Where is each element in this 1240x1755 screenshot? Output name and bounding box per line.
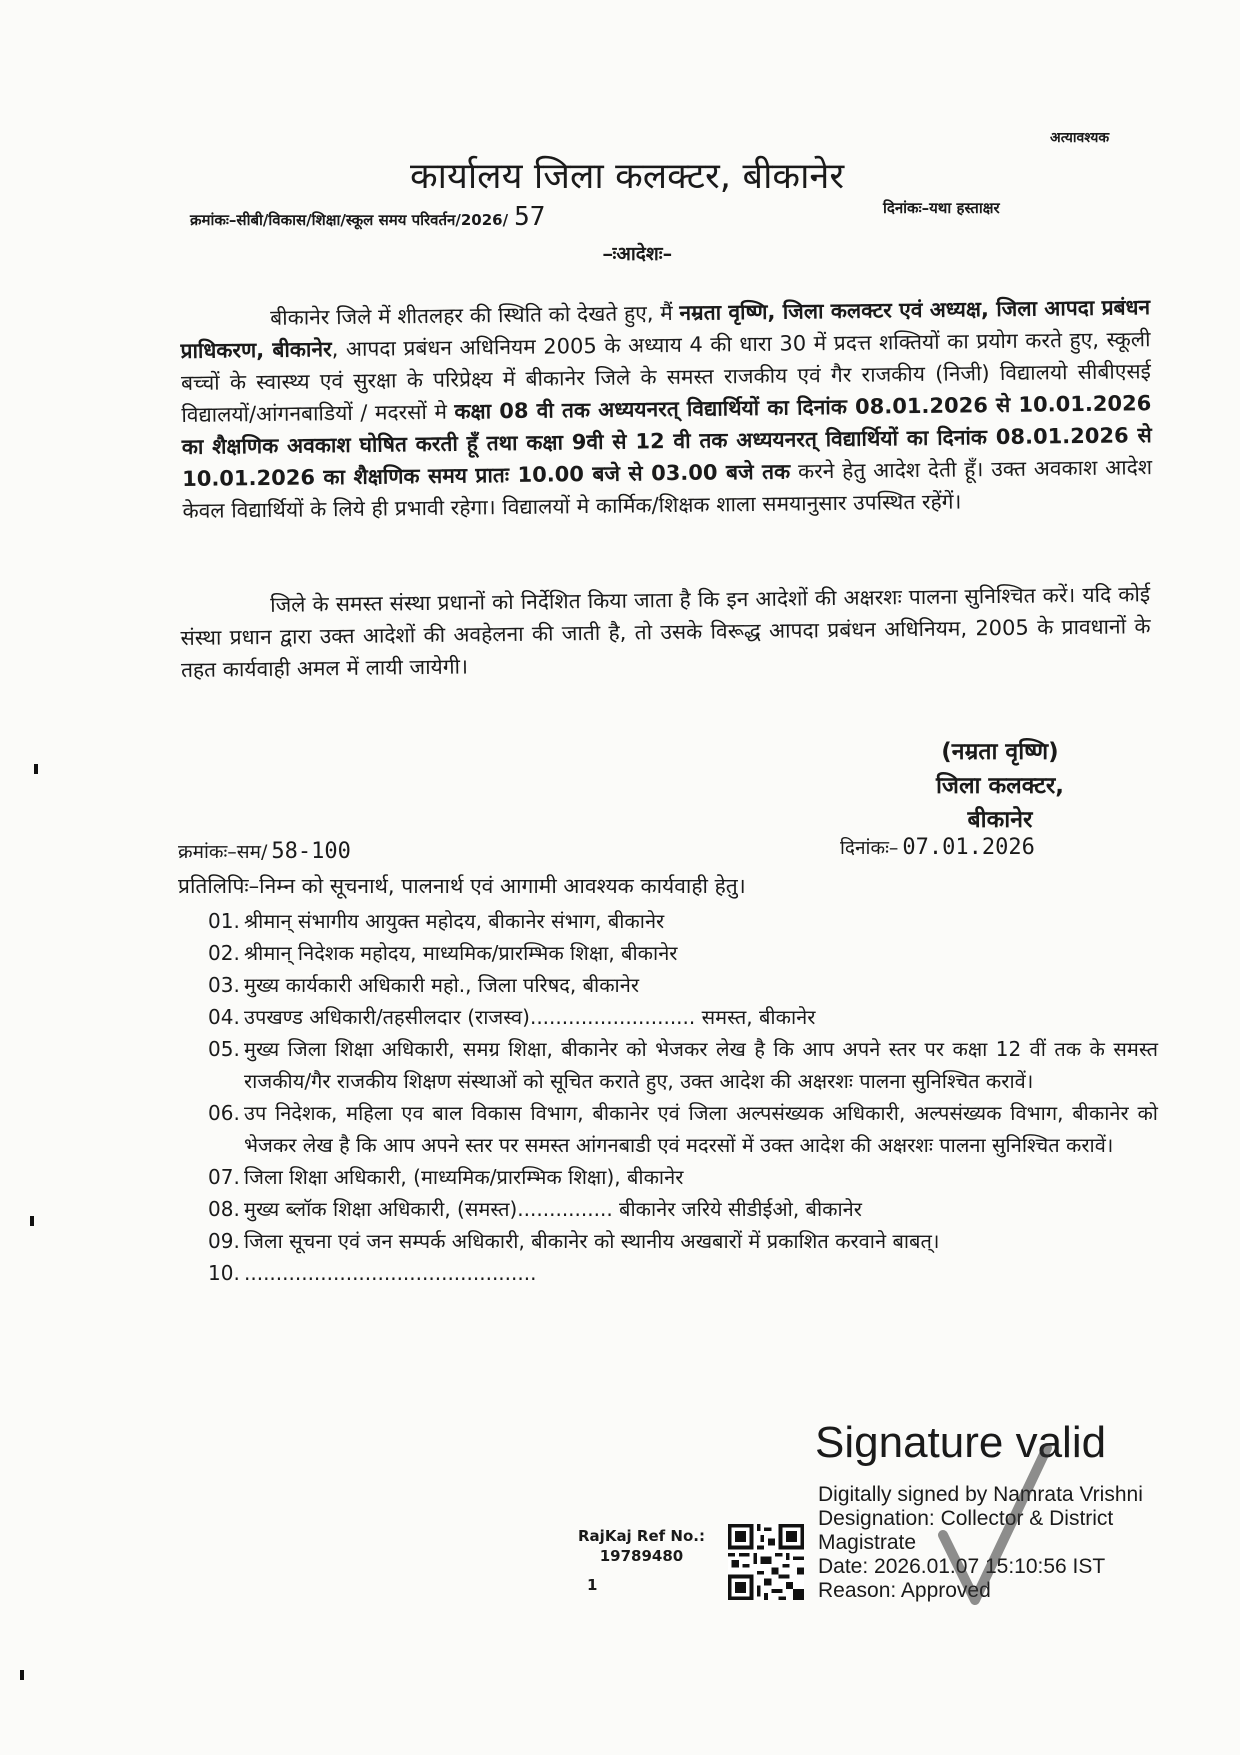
reference-handwritten: 57 [514,202,546,232]
p1-text-bold-b: कक्षा 08 वी तक अध्ययनरत् विद्यार्थियों का दिनांक 08.01.2026 से 10.01.2026 का शैक्षणिक अवकाश घोषित करती हूँ तथा कक्षा 9वी से 12 वी तक अध्ययनरत् विद्यार्थियों का दिनांक 08.01.2026 से 10.01.2026 का शैक्षणिक समय प्रातः 10.00 बजे से 03.00 बजे तक [181,391,1152,491]
copy-item-number: 09. [208,1229,240,1253]
punch-mark [34,764,38,774]
reference-number [190,202,545,232]
second-reference-handwritten: 58-100 [271,839,351,864]
signatory-block [870,735,1130,837]
verification-checkmark-icon [935,1440,1055,1610]
reference-text: क्रमांकः–सीबी/विकास/शिक्षा/स्कूल समय परिवर्तन/2026/ [190,211,509,229]
second-reference-label: क्रमांकः–सम/ [178,841,268,863]
copy-item-number: 01. [208,909,240,933]
copy-item-number: 07. [208,1165,240,1189]
rajkaj-label: RajKaj Ref No.: [578,1527,705,1545]
copy-item-text: मुख्य जिला शिक्षा अधिकारी, समग्र शिक्षा, बीकानेर को भेजकर लेख है कि आप अपने स्तर पर कक्षा 12 वीं तक के समस्त राजकीय/गैर राजकीय शिक्षण संस्थाओं को सूचित कराते हुए, उक्त आदेश की अक्षरशः पालना सुनिश्चित करावें। [244,1037,1158,1093]
order-paragraph-2: जिले के समस्त संस्था प्रधानों को निर्देशित किया जाता है कि इन आदेशों की अक्षरशः पालना सुनिश्चित करें। यदि कोई संस्था प्रधान द्वारा उक्त आदेशों की अवहेलना की जाती है, तो उसके विरूद्ध आपदा प्रबंधन अधिनियम, 2005 के प्रावधानों के तहत कार्यवाही अमल में लायी जायेगी। [180,582,1151,682]
punch-mark [30,1216,34,1226]
copy-list-item [208,1097,1158,1161]
copy-list-item [208,1225,1158,1257]
order-heading: –ःआदेशः– [603,243,673,265]
copy-item-text: श्रीमान् निदेशक महोदय, माध्यमिक/प्रारम्भिक शिक्षा, बीकानेर [244,941,678,965]
second-reference [178,838,351,864]
copy-item-number: 03. [208,973,240,997]
copy-item-text: मुख्य ब्लॉक शिक्षा अधिकारी, (समस्त)............... बीकानेर जरिये सीडीईओ, बीकानेर [244,1197,862,1221]
page-number: 1 [587,1576,598,1594]
copy-item-text: उपखण्ड अधिकारी/तहसीलदार (राजस्व).......................... समस्त, बीकानेर [244,1005,816,1029]
signature-valid-title: Signature valid [815,1418,1107,1467]
copy-item-number: 05. [208,1037,240,1061]
qr-code-icon [728,1524,804,1600]
signatory-name: (नम्रता वृष्णि) [941,739,1059,765]
copy-item-text: मुख्य कार्यकारी अधिकारी महो., जिला परिषद, बीकानेर [244,973,640,997]
second-date [840,834,1035,860]
copy-list-item [208,1161,1158,1193]
sign-date-line: Date: 2026.01.07 15:10:56 IST [818,1555,1106,1578]
copy-list-item [208,937,1158,969]
signatory-designation: जिला कलक्टर, [935,773,1065,799]
copy-list-item [208,1001,1158,1033]
signatory-place: बीकानेर [967,807,1033,833]
copy-list-item [208,969,1158,1001]
copy-intro: प्रतिलिपिः–निम्न को सूचनार्थ, पालनार्थ एवं आगामी आवश्यक कार्यवाही हेतु। [178,874,746,898]
reason-line: Reason: Approved [818,1579,991,1602]
signed-by-line: Digitally signed by Namrata Vrishni [818,1483,1143,1506]
rajkaj-reference [578,1526,705,1566]
rajkaj-number: 19789480 [599,1547,684,1565]
copy-item-number: 06. [208,1101,240,1125]
copy-item-number: 10. [208,1261,240,1285]
copy-item-text: उप निदेशक, महिला एव बाल विकास विभाग, बीकानेर एवं जिला अल्पसंख्यक अधिकारी, अल्पसंख्यक विभाग, बीकानेर को भेजकर लेख है कि आप अपने स्तर पर समस्त आंगनबाडी एवं मदरसों में उक्त आदेश की अक्षरशः पालना सुनिश्चित करावें। [244,1101,1158,1157]
copy-item-number: 04. [208,1005,240,1029]
copy-item-text: जिला सूचना एवं जन सम्पर्क अधिकारी, बीकानेर को स्थानीय अखबारों में प्रकाशित करवाने बाबत्। [244,1229,940,1253]
copy-item-text: श्रीमान् संभागीय आयुक्त महोदय, बीकानेर संभाग, बीकानेर [244,909,665,933]
urgent-label: अत्यावश्यक [1050,130,1110,146]
copy-item-number: 02. [208,941,240,965]
p1-text-bold-a: नम्रता वृष्णि, जिला कलक्टर एवं अध्यक्ष, जिला आपदा प्रबंधन प्राधिकरण, बीकानेर [180,295,1151,363]
copy-list-item [208,1033,1158,1097]
date-label: दिनांकः–यथा हस्ताक्षर [883,199,1000,217]
designation-line: Designation: Collector & District Magistrate [818,1507,1114,1554]
copy-item-number: 08. [208,1197,240,1221]
copy-item-text: जिला शिक्षा अधिकारी, (माध्यमिक/प्रारम्भिक शिक्षा), बीकानेर [244,1165,684,1189]
order-paragraph-1 [180,291,1153,527]
second-date-label: दिनांकः– [840,837,899,859]
copy-list-item [208,905,1158,937]
copy-list [208,905,1158,1289]
copy-list-item [208,1257,1158,1289]
punch-mark [20,1670,24,1680]
p1-text-a: बीकानेर जिले में शीतलहर की स्थिति को देखते हुए, मैं [270,300,680,330]
second-date-handwritten: 07.01.2026 [902,835,1035,860]
p1-text-e: करने हेतु आदेश देती हूँ। उक्त अवकाश आदेश केवल विद्यार्थियों के लिये ही प्रभावी रहेगा। विद्यालयों मे कार्मिक/शिक्षक शाला समयानुसार उपस्थित रहेंगें। [182,455,1153,523]
p1-text-c: , आपदा प्रबंधन अधिनियम 2005 के अध्याय 4 की धारा 30 में प्रदत्त शक्तियों का प्रयोग करते हुए, स्कूली बच्चों के स्वास्थ्य एवं सुरक्षा के परिप्रेक्ष्य में बीकानेर जिले के समस्त राजकीय एवं गैर राजकीय (निजी) विद्यालयो सीबीएसई विद्यालयों/आंगनबाडियों / मदरसों मे [180,327,1152,427]
office-title: कार्यालय जिला कलक्टर, बीकानेर [410,156,845,197]
copy-item-text: .............................................. [244,1261,537,1285]
copy-list-item [208,1193,1158,1225]
